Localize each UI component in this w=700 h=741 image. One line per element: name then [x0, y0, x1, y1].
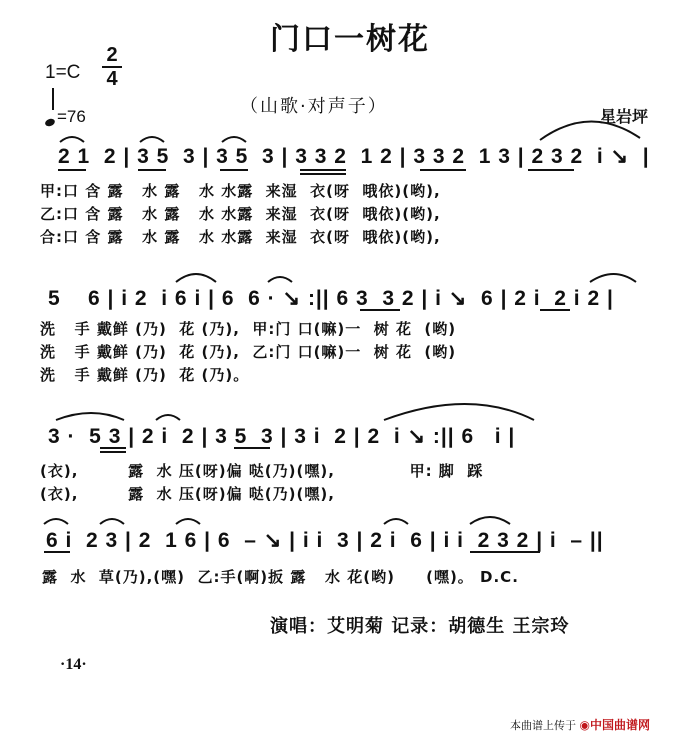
slur-mark — [590, 274, 636, 282]
lyric-line-2-3: 洗 手 戴鲜 (乃) 花 (乃)。 — [40, 366, 250, 384]
slur-mark — [176, 274, 216, 282]
lyric-line-2-1: 洗 手 戴鲜 (乃) 花 (乃), 甲:门 口(嘛)一 树 花 (哟) — [40, 320, 457, 338]
lyric-line-2-2: 洗 手 戴鲜 (乃) 花 (乃), 乙:门 口(嘛)一 树 花 (哟) — [40, 343, 457, 361]
slur-mark — [56, 413, 124, 420]
lyric-line-4-1: 露 水 草(乃),(嘿) 乙:手(啊)扳 露 水 花(哟) (嘿)。 D.C. — [42, 568, 519, 586]
slur-mark — [60, 137, 84, 142]
slur-mark — [44, 519, 68, 524]
credits-line: 演唱：艾明菊 记录：胡德生 王宗玲 — [270, 616, 570, 637]
slur-mark — [540, 121, 640, 140]
slur-mark — [222, 137, 246, 142]
slur-mark — [140, 137, 164, 142]
lyric-line-3-1: (衣), 露 水 压(呀)偏 哒(乃)(嘿), 甲: 脚 踩 — [40, 462, 484, 480]
notes-system-4: 6 i 2 3 | 2 1 6 | 6 – ↘ | i i 3 | 2 i 6 | i i 2 3 2 | i – || — [46, 529, 604, 552]
notes-system-2: 5 6 | i 2 i 6 i | 6 6 · ↘ :|| 6 3 3 2 | i ↘ 6 | 2 i 2 i 2 | — [48, 287, 614, 310]
lyric-line-1-2: 乙:口 含 露 水 露 水 水露 来湿 衣(呀 哦依)(哟), — [40, 205, 441, 223]
tempo-value: =76 — [57, 107, 86, 126]
footer-brand: 中国曲谱网 — [589, 718, 650, 732]
slur-mark — [176, 519, 200, 524]
slur-mark — [470, 517, 510, 524]
lyric-line-1-1: 甲:口 含 露 水 露 水 水露 来湿 衣(呀 哦依)(哟), — [40, 182, 441, 200]
time-signature-bottom: 4 — [106, 68, 118, 90]
lyric-line-1-3: 合:口 含 露 水 露 水 水露 来湿 衣(呀 哦依)(哟), — [40, 228, 441, 246]
slur-mark — [384, 519, 408, 524]
page-number: ·14· — [60, 656, 87, 673]
notes-system-3: 3 · 5 3 | 2 i 2 | 3 5 3 | 3 i 2 | 2 i ↘ :|| 6 i | — [48, 425, 516, 448]
time-signature-top: 2 — [106, 44, 118, 66]
key-signature: 1=C — [45, 62, 81, 83]
notes-system-1: 2 1 2 | 3 5 3 | 3 5 3 | 3 3 2 1 2 | 3 3 2 1 3 | 2 3 2 i ↘ | — [58, 145, 650, 168]
site-logo-icon: ◉ — [579, 718, 590, 732]
source-label: 星岩坪 — [600, 107, 649, 126]
lyric-line-3-2: (衣), 露 水 压(呀)偏 哒(乃)(嘿), — [40, 485, 335, 503]
song-subtitle: （山歌·对声子） — [240, 96, 388, 117]
slur-mark — [100, 519, 124, 524]
slur-mark — [268, 277, 292, 282]
slur-mark — [156, 415, 180, 420]
footer-prefix: 本曲谱上传于 — [510, 719, 576, 732]
slur-mark — [384, 404, 534, 420]
song-title: 门口一树花 — [270, 22, 430, 57]
